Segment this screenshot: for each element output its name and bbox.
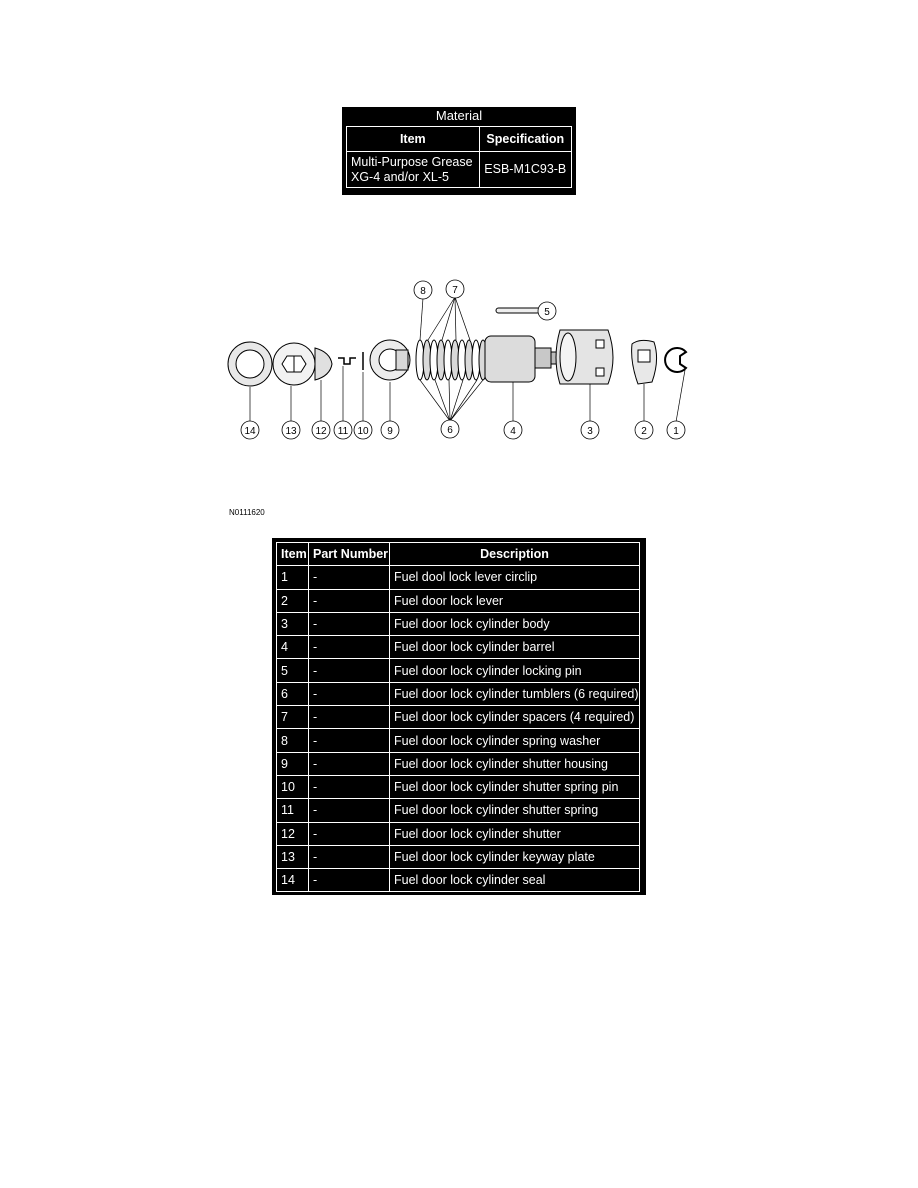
material-table-title: Material xyxy=(435,108,483,123)
description-cell: Fuel door lock cylinder shutter spring pin xyxy=(390,775,640,798)
svg-text:7: 7 xyxy=(452,285,458,296)
table-row xyxy=(277,682,640,705)
tumbler-stack-part xyxy=(416,340,487,380)
svg-text:5: 5 xyxy=(544,307,550,318)
part-number-cell: - xyxy=(309,729,390,752)
material-specification-cell: ESB-M1C93-B xyxy=(479,152,571,188)
part-number-cell: - xyxy=(309,589,390,612)
description-cell: Fuel door lock cylinder shutter xyxy=(390,822,640,845)
svg-text:2: 2 xyxy=(641,426,647,437)
part-number-cell: - xyxy=(309,752,390,775)
table-row xyxy=(277,729,640,752)
locking-pin-part xyxy=(496,308,540,313)
callout-13 xyxy=(282,421,300,439)
description-cell: Fuel dool lock lever circlip xyxy=(390,566,640,589)
item-cell: 2 xyxy=(277,589,309,612)
part-number-cell: - xyxy=(309,799,390,822)
callout-10 xyxy=(354,421,372,439)
part-number-cell: - xyxy=(309,636,390,659)
parts-header-part-number: Part Number xyxy=(309,543,390,566)
keyway-plate-part xyxy=(273,343,315,385)
material-item-cell xyxy=(347,152,480,188)
item-cell: 8 xyxy=(277,729,309,752)
callout-1 xyxy=(667,421,685,439)
description-cell: Fuel door lock lever xyxy=(390,589,640,612)
svg-text:4: 4 xyxy=(510,426,516,437)
cylinder-body-part xyxy=(556,330,613,384)
svg-text:10: 10 xyxy=(357,426,369,437)
callout-4 xyxy=(504,421,522,439)
part-number-cell: - xyxy=(309,682,390,705)
table-row xyxy=(277,845,640,868)
description-cell: Fuel door lock cylinder spring washer xyxy=(390,729,640,752)
figure-id: N0111620 xyxy=(229,508,265,517)
item-cell: 11 xyxy=(277,799,309,822)
shutter-housing-part xyxy=(370,340,410,380)
item-cell: 5 xyxy=(277,659,309,682)
table-row xyxy=(277,706,640,729)
table-row xyxy=(277,636,640,659)
callout-5 xyxy=(538,302,556,320)
material-header-specification: Specification xyxy=(479,127,571,152)
circlip-part xyxy=(665,348,686,372)
seal-part xyxy=(228,342,272,386)
svg-text:3: 3 xyxy=(587,426,593,437)
part-number-cell: - xyxy=(309,566,390,589)
table-row xyxy=(277,752,640,775)
callout-9 xyxy=(381,421,399,439)
svg-text:1: 1 xyxy=(673,426,679,437)
parts-table xyxy=(272,538,646,895)
svg-text:12: 12 xyxy=(315,426,327,437)
shutter-part xyxy=(315,348,332,380)
parts-header-item: Item xyxy=(277,543,309,566)
material-grid xyxy=(346,126,572,188)
part-number-cell: - xyxy=(309,612,390,635)
description-cell: Fuel door lock cylinder body xyxy=(390,612,640,635)
svg-text:14: 14 xyxy=(244,426,256,437)
table-row xyxy=(277,566,640,589)
description-cell: Fuel door lock cylinder barrel xyxy=(390,636,640,659)
svg-text:13: 13 xyxy=(285,426,297,437)
callout-2 xyxy=(635,421,653,439)
parts-grid xyxy=(276,542,640,892)
callout-3 xyxy=(581,421,599,439)
material-item-line1: Multi-Purpose Grease xyxy=(351,154,473,169)
callout-6 xyxy=(441,420,459,438)
exploded-view-diagram xyxy=(220,272,700,447)
parts-header-description: Description xyxy=(390,543,640,566)
table-row xyxy=(277,612,640,635)
material-table xyxy=(342,107,576,195)
svg-text:8: 8 xyxy=(420,286,426,297)
item-cell: 14 xyxy=(277,869,309,892)
description-cell: Fuel door lock cylinder keyway plate xyxy=(390,845,640,868)
barrel-part xyxy=(485,336,559,382)
description-cell: Fuel door lock cylinder shutter housing xyxy=(390,752,640,775)
table-row xyxy=(277,799,640,822)
description-cell: Fuel door lock cylinder locking pin xyxy=(390,659,640,682)
callout-8 xyxy=(414,281,432,299)
table-row xyxy=(277,589,640,612)
svg-text:6: 6 xyxy=(447,425,453,436)
parts-header-row xyxy=(277,543,640,566)
description-cell: Fuel door lock cylinder shutter spring xyxy=(390,799,640,822)
shutter-spring-part xyxy=(338,358,356,364)
table-row xyxy=(277,869,640,892)
part-number-cell: - xyxy=(309,822,390,845)
description-cell: Fuel door lock cylinder tumblers (6 required) xyxy=(390,682,640,705)
callout-14 xyxy=(241,421,259,439)
part-number-cell: - xyxy=(309,659,390,682)
item-cell: 3 xyxy=(277,612,309,635)
material-header-item: Item xyxy=(347,127,480,152)
table-row xyxy=(277,775,640,798)
item-cell: 1 xyxy=(277,566,309,589)
svg-text:9: 9 xyxy=(387,426,393,437)
item-cell: 12 xyxy=(277,822,309,845)
callout-12 xyxy=(312,421,330,439)
table-row xyxy=(277,659,640,682)
lock-lever-part xyxy=(632,340,657,384)
material-item-line2: XG-4 and/or XL-5 xyxy=(351,169,449,184)
item-cell: 13 xyxy=(277,845,309,868)
part-number-cell: - xyxy=(309,775,390,798)
part-number-cell: - xyxy=(309,845,390,868)
part-number-cell: - xyxy=(309,869,390,892)
svg-text:11: 11 xyxy=(337,426,349,437)
table-row xyxy=(277,822,640,845)
part-number-cell: - xyxy=(309,706,390,729)
item-cell: 9 xyxy=(277,752,309,775)
description-cell: Fuel door lock cylinder spacers (4 required) xyxy=(390,706,640,729)
item-cell: 6 xyxy=(277,682,309,705)
callout-7 xyxy=(446,280,464,298)
item-cell: 4 xyxy=(277,636,309,659)
item-cell: 10 xyxy=(277,775,309,798)
callout-11 xyxy=(334,421,352,439)
description-cell: Fuel door lock cylinder seal xyxy=(390,869,640,892)
item-cell: 7 xyxy=(277,706,309,729)
